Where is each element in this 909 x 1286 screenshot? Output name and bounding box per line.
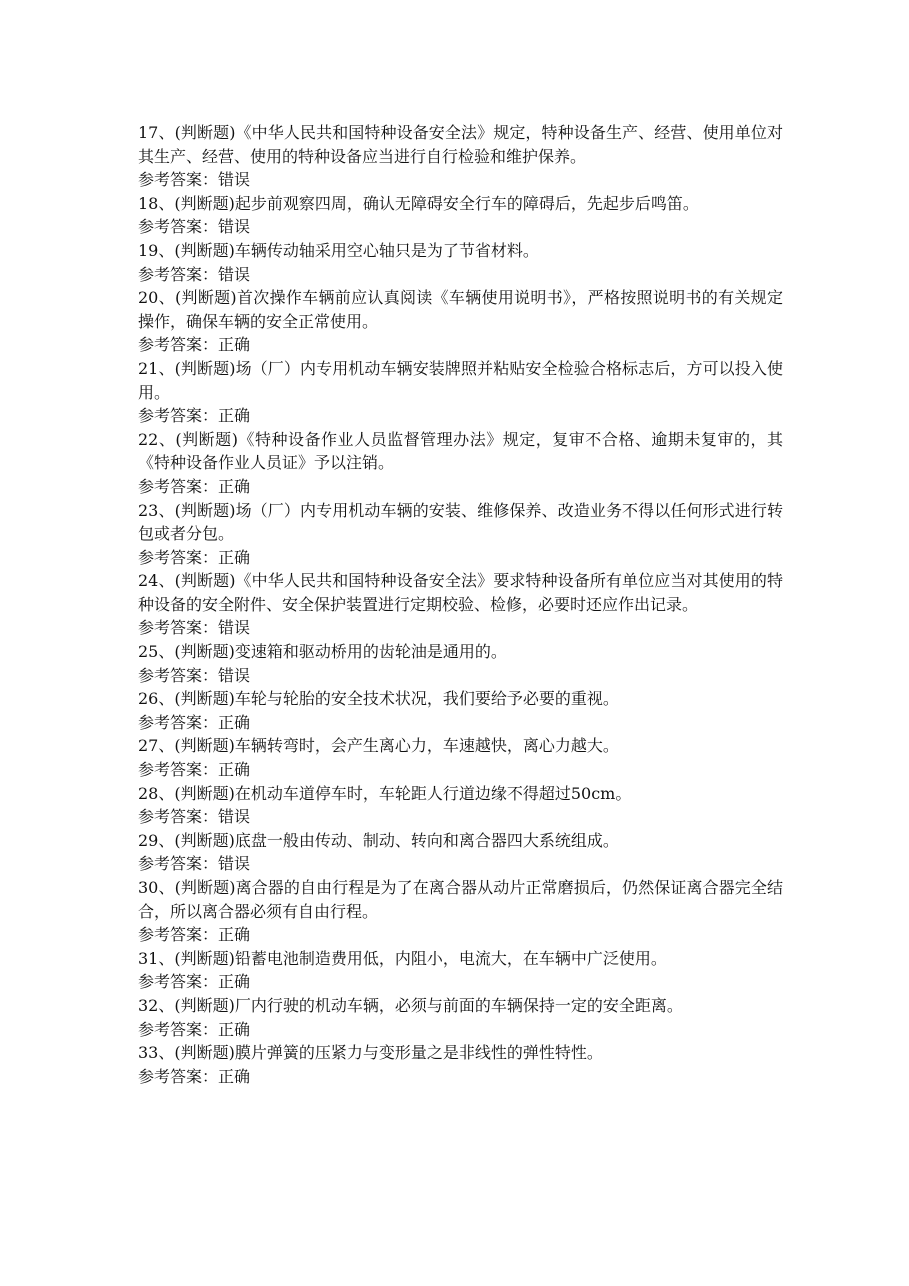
answer-30: 参考答案：正确 [138,925,251,945]
answer-32: 参考答案：正确 [138,1019,251,1039]
answer-31: 参考答案：正确 [138,972,251,992]
question-23: 23、(判断题)场（厂）内专用机动车辆的安装、维修保养、改造业务不得以任何形式进行转包或者分包。 [138,500,783,544]
answer-26: 参考答案：正确 [138,712,251,732]
question-17: 17、(判断题)《中华人民共和国特种设备安全法》规定，特种设备生产、经营、使用单位对其生产、经营、使用的特种设备应当进行自行检验和维护保养。 [138,123,783,166]
answer-20: 参考答案：正确 [138,335,251,355]
answer-21: 参考答案：正确 [138,406,251,426]
answer-19: 参考答案：错误 [138,264,251,284]
question-18: 18、(判断题)起步前观察四周，确认无障碍安全行车的障碍后，先起步后鸣笛。 [138,193,699,213]
question-29: 29、(判断题)底盘一般由传动、制动、转向和离合器四大系统组成。 [138,830,619,850]
question-28: 28、(判断题)在机动车道停车时，车轮距人行道边缘不得超过50cm。 [138,783,632,803]
question-20: 20、(判断题)首次操作车辆前应认真阅读《车辆使用说明书》，严格按照说明书的有关规定操作，确保车辆的安全正常使用。 [138,288,783,331]
answer-24: 参考答案：错误 [138,618,251,638]
question-21: 21、(判断题)场（厂）内专用机动车辆安装牌照并粘贴安全检验合格标志后，方可以投入使用。 [138,358,783,402]
answer-17: 参考答案：错误 [138,170,251,190]
answer-28: 参考答案：错误 [138,807,251,827]
answer-18: 参考答案：错误 [138,217,251,237]
question-25: 25、(判断题)变速箱和驱动桥用的齿轮油是通用的。 [138,642,507,662]
question-19: 19、(判断题)车辆传动轴采用空心轴只是为了节省材料。 [138,240,539,260]
question-33: 33、(判断题)膜片弹簧的压紧力与变形量之是非线性的弹性特性。 [138,1043,603,1063]
answer-29: 参考答案：错误 [138,854,251,874]
question-30: 30、(判断题)离合器的自由行程是为了在离合器从动片正常磨损后，仍然保证离合器完全结合，所以离合器必须有自由行程。 [138,878,783,921]
question-27: 27、(判断题)车辆转弯时，会产生离心力，车速越快，离心力越大。 [138,736,619,756]
document-page [138,121,783,1088]
answer-27: 参考答案：正确 [138,760,251,780]
answer-22: 参考答案：正确 [138,476,251,496]
question-26: 26、(判断题)车轮与轮胎的安全技术状况，我们要给予必要的重视。 [138,689,619,709]
answer-23: 参考答案：正确 [138,547,251,567]
question-32: 32、(判断题)厂内行驶的机动车辆，必须与前面的车辆保持一定的安全距离。 [138,995,683,1015]
question-22: 22、(判断题)《特种设备作业人员监督管理办法》规定，复审不合格、逾期未复审的，其《特种设备作业人员证》予以注销。 [138,429,783,473]
question-24: 24、(判断题)《中华人民共和国特种设备安全法》要求特种设备所有单位应当对其使用的特种设备的安全附件、安全保护装置进行定期校验、检修，必要时还应作出记录。 [138,571,783,614]
question-31: 31、(判断题)铅蓄电池制造费用低，内阻小，电流大，在车辆中广泛使用。 [138,948,667,968]
answer-25: 参考答案：错误 [138,665,251,685]
answer-33: 参考答案：正确 [138,1066,251,1086]
